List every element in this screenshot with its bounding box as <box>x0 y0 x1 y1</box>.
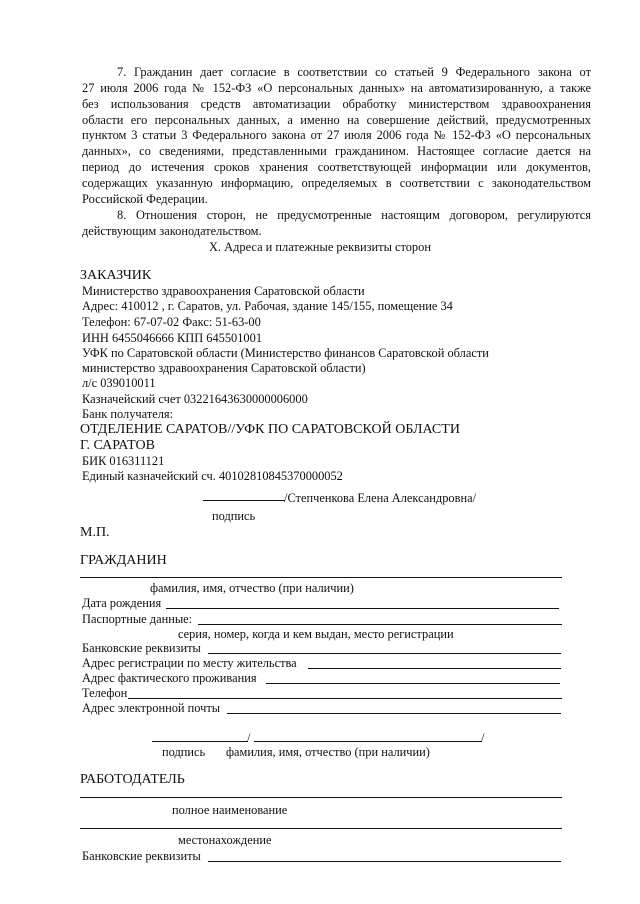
clause-7-line: без использования средств автоматизации обработку министерством здравоохранения <box>82 97 591 111</box>
clause-7-line: период до истечения сроков хранения соответствующей информации или документов, <box>82 160 591 174</box>
customer-stamp: М.П. <box>80 525 110 540</box>
customer-treasury-account: Казначейский счет 03221643630000006000 <box>82 392 308 406</box>
employer-heading: РАБОТОДАТЕЛЬ <box>80 772 185 787</box>
citizen-heading: ГРАЖДАНИН <box>80 553 167 568</box>
citizen-birth-field[interactable] <box>166 608 559 609</box>
citizen-fio-caption: фамилия, имя, отчество (при наличии) <box>150 581 354 595</box>
employer-bank-label: Банковские реквизиты <box>82 849 201 863</box>
customer-ufk: УФК по Саратовской области (Министерство финансов Саратовской области <box>82 346 489 360</box>
customer-bank-label: Банк получателя: <box>82 407 174 421</box>
employer-bank-field[interactable] <box>208 861 561 862</box>
citizen-passport-label: Паспортные данные: <box>82 612 193 626</box>
customer-address: Адрес: 410012 , г. Саратов, ул. Рабочая, здание 145/155, помещение 34 <box>82 299 453 313</box>
citizen-signature-line[interactable] <box>152 741 248 742</box>
employer-fullname-caption: полное наименование <box>172 803 288 817</box>
customer-signature-caption: подпись <box>212 509 256 523</box>
customer-city: Г. САРАТОВ <box>80 438 155 453</box>
citizen-fio-signature-line[interactable] <box>254 741 482 742</box>
customer-account: л/с 039010011 <box>82 376 156 390</box>
customer-single-treasury: Единый казначейский сч. 40102810845370000052 <box>82 469 343 483</box>
customer-signature-line[interactable] <box>203 500 285 501</box>
clause-7-line: 27 июля 2006 года № 152-ФЗ «О персональных данных» на автоматизированную, а также <box>82 81 591 95</box>
clause-7-line: 7. Гражданин дает согласие в соответствии со статьей 9 Федерального закона от <box>117 65 591 79</box>
citizen-phone-label: Телефон <box>82 686 128 700</box>
citizen-actual-address-field[interactable] <box>266 683 560 684</box>
citizen-passport-field[interactable] <box>198 624 562 625</box>
customer-ufk: министерство здравоохранения Саратовской области) <box>82 361 366 375</box>
employer-location-caption: местонахождение <box>178 833 272 847</box>
citizen-bank-label: Банковские реквизиты <box>82 641 201 655</box>
clause-7-line: пунктом 3 статьи 3 Федерального закона от 27 июля 2006 года № 152-ФЗ «О персональных <box>82 128 591 142</box>
citizen-email-label: Адрес электронной почты <box>82 701 221 715</box>
clause-7-line: области его персональных данных, а именно на совершение действий, предусмотренных <box>82 113 591 127</box>
clause-7-line: Российской Федерации. <box>82 192 208 206</box>
clause-7-line: данных», со сведениями, представленными гражданином. Настоящее согласие дается на <box>82 144 591 158</box>
customer-signatory: /Степченкова Елена Александровна/ <box>284 491 477 505</box>
section-title: X. Адреса и платежные реквизиты сторон <box>209 240 431 254</box>
customer-bik: БИК 016311121 <box>82 454 165 468</box>
citizen-phone-field[interactable] <box>128 698 562 699</box>
citizen-signature-separator: / <box>247 731 251 745</box>
customer-name: Министерство здравоохранения Саратовской области <box>82 284 365 298</box>
customer-phone: Телефон: 67-07-02 Факс: 51-63-00 <box>82 315 261 329</box>
customer-bank-name: ОТДЕЛЕНИЕ САРАТОВ//УФК ПО САРАТОВСКОЙ ОБЛАСТИ <box>80 422 460 437</box>
citizen-actual-address-label: Адрес фактического проживания <box>82 671 257 685</box>
citizen-passport-caption: серия, номер, когда и кем выдан, место регистрации <box>178 627 454 641</box>
customer-inn: ИНН 6455046666 КПП 645501001 <box>82 331 263 345</box>
employer-fullname-field[interactable] <box>80 797 562 798</box>
citizen-email-field[interactable] <box>227 713 561 714</box>
citizen-fio-field[interactable] <box>80 577 562 578</box>
customer-heading: ЗАКАЗЧИК <box>80 268 152 283</box>
clause-8-line: действующим законодательством. <box>82 224 262 238</box>
citizen-reg-address-label: Адрес регистрации по месту жительства <box>82 656 297 670</box>
citizen-birth-label: Дата рождения <box>82 596 162 610</box>
citizen-sign-caption: подпись <box>162 745 206 759</box>
employer-location-field[interactable] <box>80 828 562 829</box>
citizen-reg-address-field[interactable] <box>308 668 561 669</box>
citizen-signature-end: / <box>481 731 485 745</box>
clause-8-line: 8. Отношения сторон, не предусмотренные настоящим договором, регулируются <box>117 208 591 222</box>
clause-7-line: содержащих указанную информацию, определяемых в соответствии с законодательством <box>82 176 591 190</box>
citizen-sign-fio-caption: фамилия, имя, отчество (при наличии) <box>226 745 430 759</box>
citizen-bank-field[interactable] <box>208 653 561 654</box>
